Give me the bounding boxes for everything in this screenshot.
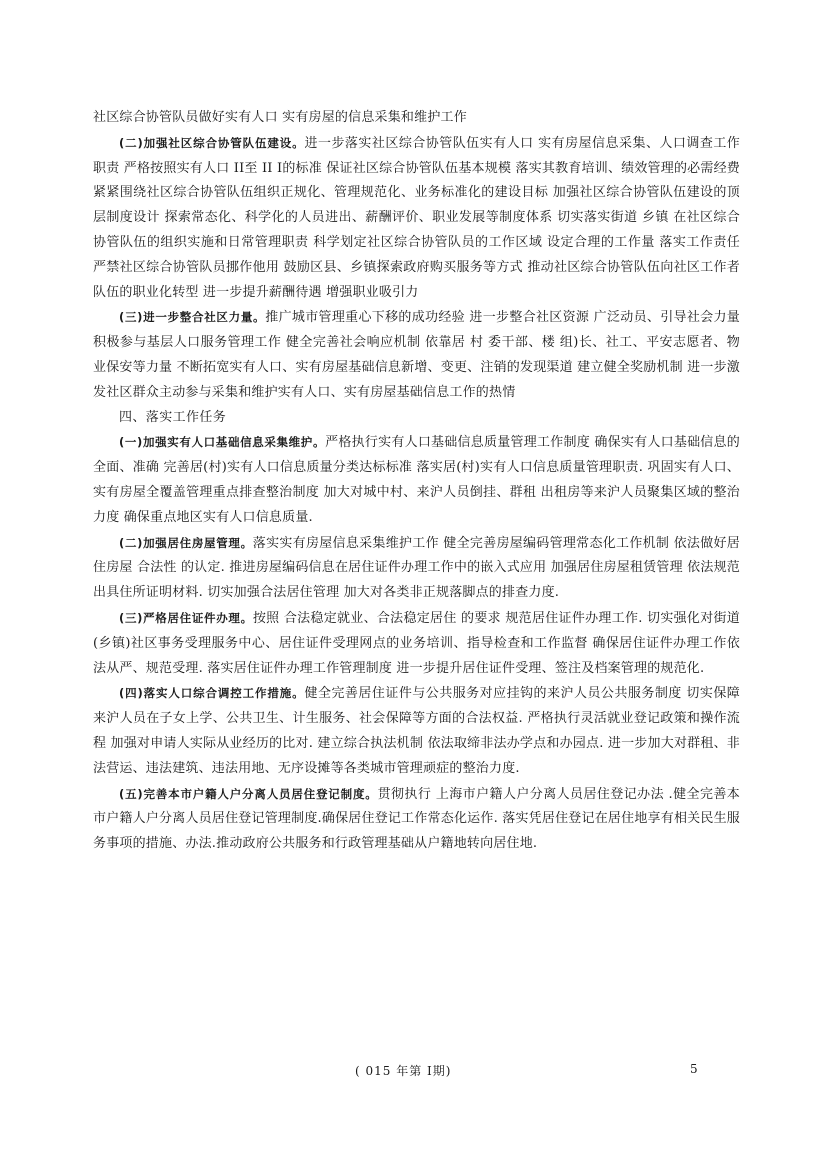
paragraph-lead: (二)加强居住房屋管理。 bbox=[119, 535, 253, 550]
paragraph-community-forces bbox=[93, 305, 740, 405]
paragraph-continuation bbox=[93, 106, 740, 131]
paragraph-lead: (一)加强实有人口基础信息采集维护。 bbox=[119, 435, 326, 450]
paragraph-text: 按照 合法稳定就业、合法稳定居住 的要求 规范居住证件办理工作. 切实强化对街道(乡镇)社区事务受理服务中心、居住证件受理网点的业务培训、指导检查和工作监督 确保居住证件办理工作依法从严、规范受理. 落实居住证件办理工作管理制度 进一步提升居住证件受理、签注及档案管理的规范化. bbox=[93, 610, 740, 676]
paragraph-population-info bbox=[93, 430, 740, 530]
paragraph-lead: (二)加强社区综合协管队伍建设。 bbox=[119, 135, 305, 150]
paragraph-text: 健全完善居住证件与公共服务对应挂钩的来沪人员公共服务制度 切实保障来沪人员在子女上学、公共卫生、计生服务、社会保障等方面的合法权益. 严格执行灵活就业登记政策和操作流程 加强对申请人实际从业经历的比对. 建立综合执法机制 依法取缔非法办学点和办园点. 进一步加大对群租、非法营运、违法建筑、违法用地、无序设摊等各类城市管理顽症的整治力度. bbox=[93, 686, 740, 776]
paragraph-residence-permit bbox=[93, 606, 740, 681]
paragraph-household-registration bbox=[93, 782, 740, 857]
page-footer bbox=[0, 1062, 827, 1082]
paragraph-lead: (三)进一步整合社区力量。 bbox=[119, 310, 266, 325]
paragraph-team-building bbox=[93, 131, 740, 306]
paragraph-text: 严格执行实有人口基础信息质量管理工作制度 确保实有人口基础信息的全面、准确 完善居(村)实有人口信息质量分类达标标准 落实居(村)实有人口信息质量管理职责. 巩固实有人口、实有房屋全覆盖管理重点排查整治制度 加大对城中村、来沪人员倒挂、群租 出租房等来沪人员聚集区域的整治力度 确保重点地区实有人口信息质量. bbox=[93, 435, 740, 525]
paragraph-housing bbox=[93, 531, 740, 606]
paragraph-text: 落实实有房屋信息采集维护工作 健全完善房屋编码管理常态化工作机制 依法做好居住房屋 合法性 的认定. 推进房屋编码信息在居住证件办理工作中的嵌入式应用 加强居住房屋租赁管理 依法规范出具住所证明材料. 切实加强合法居住管理 加大对各类非正规落脚点的排查力度. bbox=[93, 535, 740, 601]
paragraph-population-control bbox=[93, 681, 740, 781]
document-body bbox=[93, 106, 740, 857]
section-heading: 四、落实工作任务 bbox=[119, 409, 227, 425]
paragraph-text: 贯彻执行 上海市户籍人户分离人员居住登记办法 .健全完善本市户籍人户分离人员居住登记管理制度.确保居住登记工作常态化运作. 落实凭居住登记在居住地享有相关民生服务事项的措施、办法.推动政府公共服务和行政管理基础从户籍地转向居住地. bbox=[93, 786, 740, 852]
paragraph-lead: (五)完善本市户籍人户分离人员居住登记制度。 bbox=[119, 786, 378, 801]
issue-label: ( 015 年第 Ⅰ期) bbox=[355, 1064, 452, 1078]
paragraph-lead: (三)严格居住证件办理。 bbox=[119, 610, 253, 625]
paragraph-text: 进一步落实社区综合协管队伍实有人口 实有房屋信息采集、人口调查工作职责 严格按照实有人口 ⅠⅠ至 ⅠⅠ Ⅰ的标准 保证社区综合协管队伍基本规模 落实其教育培训、绩效管理的必需经费 紧紧围绕社区综合协管队伍组织正规化、管理规范化、业务标准化的建设目标 加强社区综合协管队伍建设的顶层制度设计 探索常态化、科学化的人员进出、薪酬评价、职业发展等制度体系 切实落实街道 乡镇 在社区综合协管队伍的组织实施和日常管理职责 科学划定社区综合协管队员的工作区域 设定合理的工作量 落实工作责任 严禁社区综合协管队员挪作他用 鼓励区县、乡镇探索政府购买服务等方式 推动社区综合协管队伍向社区工作者队伍的职业化转型 进一步提升薪酬待遇 增强职业吸引力 bbox=[93, 135, 740, 300]
page-number: 5 bbox=[690, 1062, 698, 1076]
paragraph-lead: (四)落实人口综合调控工作措施。 bbox=[119, 686, 305, 701]
paragraph-text: 推广城市管理重心下移的成功经验 进一步整合社区资源 广泛动员、引导社会力量积极参与基层人口服务管理工作 健全完善社会响应机制 依靠居 村 委干部、楼 组)长、社工、平安志愿者、物业保安等力量 不断拓宽实有人口、实有房屋基础信息新增、变更、注销的发现渠道 建立健全奖励机制 进一步激发社区群众主动参与采集和维护实有人口、实有房屋基础信息工作的热情 bbox=[93, 310, 740, 400]
paragraph-text: 社区综合协管队员做好实有人口 实有房屋的信息采集和维护工作 bbox=[93, 110, 467, 125]
